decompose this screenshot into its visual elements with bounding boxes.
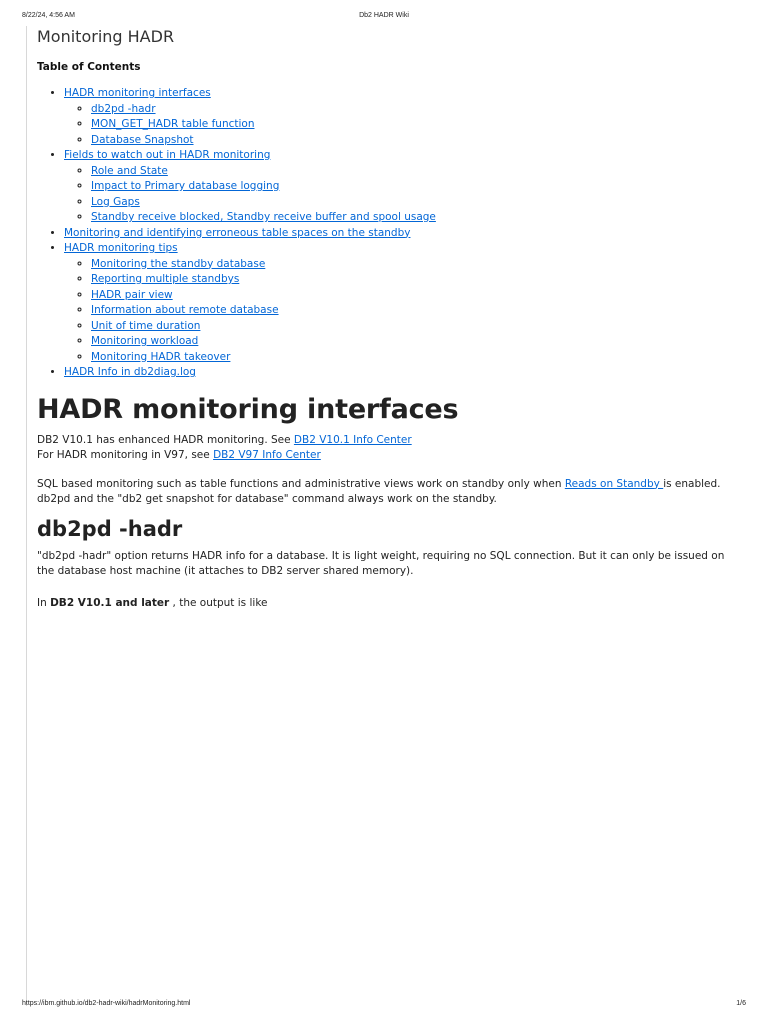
toc-link-log-gaps[interactable]: Log Gaps	[91, 195, 140, 208]
table-of-contents	[37, 86, 727, 381]
toc-item	[64, 365, 727, 381]
db2-v101-info-center-link[interactable]: DB2 V10.1 Info Center	[293, 433, 412, 446]
toc-subitem	[91, 210, 727, 226]
toc-subitem	[91, 288, 727, 304]
toc-link-hadr-info-db2diag[interactable]: HADR Info in db2diag.log	[64, 366, 196, 378]
main-content	[37, 26, 727, 611]
toc-subitem	[91, 272, 727, 288]
toc-link-hadr-pair-view[interactable]: HADR pair view	[91, 288, 173, 301]
toc-subitem	[91, 319, 727, 335]
toc-link-monitoring-takeover[interactable]: Monitoring HADR takeover	[91, 350, 231, 363]
toc-subitem	[91, 334, 727, 350]
toc-link-database-snapshot[interactable]: Database Snapshot	[91, 133, 194, 146]
toc-link-db2pd-hadr[interactable]: db2pd -hadr	[91, 102, 156, 115]
output-suffix: , the output is like	[169, 596, 268, 609]
toc-link-fields-to-watch[interactable]: Fields to watch out in HADR monitoring	[64, 149, 271, 161]
left-divider	[26, 26, 27, 1006]
toc-subitem	[91, 164, 727, 180]
toc-item	[64, 226, 727, 242]
toc-item	[64, 241, 727, 365]
print-datetime: 8/22/24, 4:56 AM	[22, 12, 75, 19]
page-title: Monitoring HADR	[37, 27, 175, 46]
db2-v97-info-center-link[interactable]: DB2 V97 Info Center	[213, 448, 321, 461]
toc-link-hadr-monitoring-tips[interactable]: HADR monitoring tips	[64, 242, 178, 254]
output-paragraph	[37, 596, 727, 611]
toc-link-remote-database-info[interactable]: Information about remote database	[91, 304, 279, 316]
toc-link-role-and-state[interactable]: Role and State	[91, 164, 168, 177]
sql-text-after: is enabled. db2pd and the "db2 get snapshot for database" command always work on the standby.	[37, 477, 721, 505]
toc-link-unit-of-time[interactable]: Unit of time duration	[91, 319, 201, 332]
toc-subitem	[91, 102, 727, 118]
reads-on-standby-link[interactable]: Reads on Standby	[564, 477, 664, 490]
section-heading-db2pd-hadr: db2pd -hadr	[37, 516, 183, 541]
sql-monitoring-paragraph	[37, 477, 727, 507]
toc-link-standby-receive-blocked[interactable]: Standby receive blocked, Standby receive buffer and spool usage	[91, 211, 436, 223]
toc-subitem	[91, 133, 727, 149]
print-page-number: 1/6	[736, 1000, 746, 1007]
toc-link-monitoring-standby[interactable]: Monitoring the standby database	[91, 257, 266, 270]
toc-subitem	[91, 195, 727, 211]
print-url: https://ibm.github.io/db2-hadr-wiki/hadrMonitoring.html	[22, 1000, 191, 1007]
print-header	[22, 12, 746, 22]
toc-item	[64, 148, 727, 226]
toc-link-monitoring-workload[interactable]: Monitoring workload	[91, 335, 199, 347]
db2pd-paragraph: "db2pd -hadr" option returns HADR info for a database. It is light weight, requiring no SQL connection. But it can only be issued on the database host machine (it attaches to DB2 server shared memory).	[37, 549, 725, 577]
toc-subitem	[91, 179, 727, 195]
toc-subitem	[91, 117, 727, 133]
toc-link-reporting-multiple-standbys[interactable]: Reporting multiple standbys	[91, 273, 240, 285]
print-doc-title: Db2 HADR Wiki	[359, 12, 409, 19]
toc-link-impact-primary-logging[interactable]: Impact to Primary database logging	[91, 180, 280, 192]
output-version: DB2 V10.1 and later	[50, 596, 170, 609]
toc-link-mon-get-hadr[interactable]: MON_GET_HADR table function	[91, 118, 255, 130]
toc-subitem	[91, 350, 727, 366]
toc-subitem	[91, 257, 727, 273]
toc-subitem	[91, 303, 727, 319]
output-prefix: In	[37, 596, 51, 609]
section-heading-hadr-monitoring-interfaces: HADR monitoring interfaces	[37, 393, 459, 425]
toc-heading: Table of Contents	[37, 61, 141, 73]
toc-link-hadr-monitoring-interfaces[interactable]: HADR monitoring interfaces	[64, 87, 211, 99]
toc-link-erroneous-table-spaces[interactable]: Monitoring and identifying erroneous table spaces on the standby	[64, 226, 411, 239]
print-footer	[22, 1000, 746, 1010]
sql-text-before: SQL based monitoring such as table functions and administrative views work on standby only when	[37, 477, 565, 490]
intro-line2-text: For HADR monitoring in V97, see	[37, 448, 214, 461]
intro-paragraph	[37, 433, 727, 463]
toc-item	[64, 86, 727, 148]
intro-line1-text: DB2 V10.1 has enhanced HADR monitoring. See	[37, 433, 294, 446]
